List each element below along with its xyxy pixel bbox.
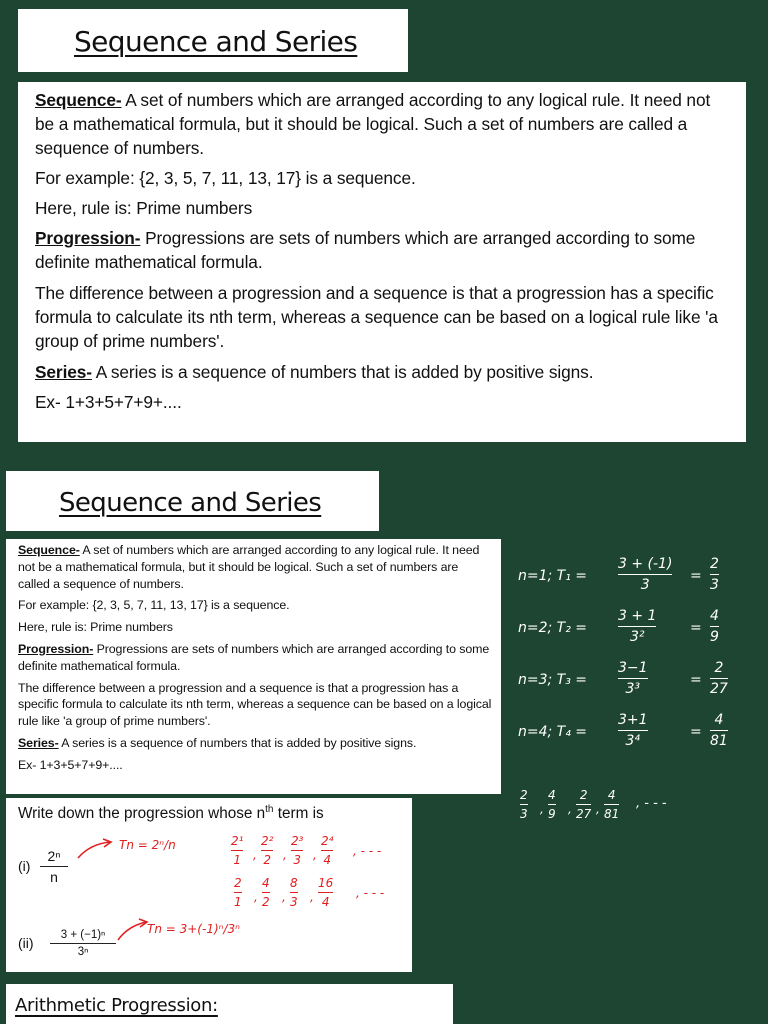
- difference-paragraph: The difference between a progression and a sequence is that a progression has a specific formula to calculate its nth term, whereas a sequence can be based on a logical rule like 'a group of prime numbers'.: [18, 680, 492, 729]
- fraction-bar: [262, 892, 270, 893]
- worked-step-lhs: n=1; T₁ =: [518, 568, 588, 584]
- fraction-bar: [290, 892, 298, 893]
- fraction-bar: [710, 574, 719, 575]
- part1-label: (i): [18, 858, 31, 874]
- fraction-bar: [576, 804, 591, 805]
- red-term: [318, 876, 333, 909]
- fraction-numerator: 2: [714, 660, 724, 676]
- fraction-denominator: 27: [710, 681, 728, 697]
- part1-numerator: 2ⁿ: [47, 848, 61, 864]
- fraction-denominator: 4: [321, 895, 330, 909]
- fraction-bar: [318, 892, 333, 893]
- worked-step-result: [710, 712, 728, 749]
- red-comma: ,: [254, 890, 258, 904]
- series-definition: [18, 735, 493, 752]
- worked-step-fraction: [618, 660, 648, 697]
- handwritten-solution: [518, 556, 758, 826]
- fraction-denominator: 81: [710, 733, 728, 749]
- part1-denominator: n: [50, 869, 58, 885]
- fraction-denominator: 3: [290, 895, 298, 909]
- worked-step-result: [710, 556, 719, 593]
- fraction-bar: [291, 850, 303, 851]
- fraction-bar: [604, 804, 619, 805]
- red-comma: ,: [310, 890, 314, 904]
- fraction-numerator: 3 + 1: [618, 608, 657, 624]
- problem-heading: [18, 804, 324, 823]
- red-term: [231, 834, 243, 867]
- fraction-denominator: 3³: [625, 681, 641, 697]
- series-text: A series is a sequence of numbers that is added by positive signs.: [58, 735, 417, 750]
- worked-step-fraction: [618, 608, 656, 645]
- fraction-numerator: 4: [607, 788, 616, 802]
- slide1-definitions: [18, 82, 746, 442]
- slide1-title: Sequence and Series: [74, 25, 358, 58]
- fraction-denominator: 1: [233, 853, 242, 867]
- fraction-denominator: 1: [234, 895, 242, 909]
- worked-step-fraction: [618, 556, 672, 593]
- slide2-definitions: [6, 539, 501, 794]
- part2-numerator: 3 + (−1)ⁿ: [60, 929, 106, 941]
- slide1-title-box: [18, 9, 408, 72]
- fraction-numerator: 4: [262, 876, 270, 890]
- fraction-bar: [710, 626, 719, 627]
- fraction-numerator: 4: [714, 712, 724, 728]
- fraction-bar: [520, 804, 528, 805]
- sequence-term: Sequence-: [35, 90, 122, 110]
- rule-line: Here, rule is: Prime numbers: [18, 620, 173, 635]
- worked-step-lhs: n=2; T₂ =: [518, 620, 588, 636]
- fraction-denominator: 81: [604, 807, 620, 821]
- fraction-bar: [618, 626, 656, 627]
- fraction-bar: [321, 850, 333, 851]
- fraction-denominator: 27: [576, 807, 592, 821]
- series-example: Ex- 1+3+5+7+9+....: [18, 757, 123, 772]
- sequence-definition: [35, 88, 732, 160]
- worked-step-lhs: n=3; T₃ =: [518, 672, 588, 688]
- slide2-title-box: [6, 471, 379, 531]
- red-ellipsis: , - - -: [353, 844, 382, 858]
- fraction-numerator: 3 + (-1): [618, 556, 673, 572]
- red-term: [291, 834, 303, 867]
- series-definition: [35, 360, 732, 384]
- red-term: [261, 834, 273, 867]
- part1-fraction: [40, 848, 68, 885]
- fraction-numerator: 2⁴: [321, 834, 334, 848]
- fraction-numerator: 2: [710, 556, 719, 572]
- fraction-numerator: 8: [290, 876, 298, 890]
- progression-term: Progression-: [35, 228, 141, 248]
- progression-text: Progressions are sets of numbers which are arranged according to some definite mathematical formula.: [18, 641, 490, 673]
- fraction-bar: [261, 850, 273, 851]
- fraction-numerator: 2: [234, 876, 242, 890]
- fraction-denominator: 3: [293, 853, 302, 867]
- series-term: Series-: [18, 735, 59, 750]
- problem-heading-suffix: term is: [273, 805, 324, 823]
- rule-line: Here, rule is: Prime numbers: [35, 198, 253, 218]
- red-terms-row-2: [234, 876, 414, 910]
- equals-sign: =: [690, 672, 702, 688]
- red-term: [290, 876, 298, 909]
- fraction-denominator: 3: [520, 807, 528, 821]
- sequence-comma: ,: [540, 802, 544, 816]
- fraction-numerator: 2²: [261, 834, 274, 848]
- sequence-ellipsis: , - - -: [636, 796, 667, 811]
- red-terms-row-1: [231, 834, 411, 868]
- red-term: [234, 876, 242, 909]
- red-comma: ,: [282, 890, 286, 904]
- red-comma: ,: [283, 848, 287, 862]
- fraction-denominator: 3²: [629, 629, 645, 645]
- fraction-bar: [710, 678, 728, 679]
- worked-step-result: [710, 660, 728, 697]
- fraction-numerator: 3−1: [618, 660, 648, 676]
- fraction-denominator: 4: [323, 853, 332, 867]
- sequence-term: [520, 788, 528, 821]
- problem-heading-prefix: Write down the progression whose n: [18, 805, 266, 823]
- fraction-denominator: 2: [262, 895, 270, 909]
- sequence-text: A set of numbers which are arranged according to any logical rule. It need not be a mathematical formula, but it should be logical. Such a set of numbers are called a sequence of numbers.: [18, 543, 480, 591]
- equals-sign: =: [690, 568, 702, 584]
- sequence-comma: ,: [596, 802, 600, 816]
- progression-text: Progressions are sets of numbers which are arranged according to some definite mathematical formula.: [35, 228, 696, 272]
- fraction-bar: [548, 804, 556, 805]
- fraction-denominator: 3: [640, 577, 650, 593]
- fraction-denominator: 3⁴: [625, 733, 641, 749]
- difference-paragraph: The difference between a progression and a sequence is that a progression has a specific formula to calculate its nth term, whereas a sequence can be based on a logical rule like 'a group of prime numbers'.: [35, 283, 718, 351]
- fraction-bar: [40, 866, 68, 867]
- fraction-bar: [618, 678, 648, 679]
- part2-denominator: 3ⁿ: [77, 946, 89, 958]
- fraction-denominator: 9: [710, 629, 719, 645]
- slide3-title: Arithmetic Progression:: [15, 995, 218, 1016]
- sequence-term: [604, 788, 619, 821]
- part2-label: (ii): [18, 935, 34, 951]
- fraction-numerator: 4: [710, 608, 719, 624]
- series-example: Ex- 1+3+5+7+9+....: [35, 392, 182, 412]
- progression-definition: [18, 641, 493, 675]
- sequence-comma: ,: [568, 802, 572, 816]
- fraction-bar: [618, 574, 672, 575]
- red-comma: ,: [253, 848, 257, 862]
- worked-step-lhs: n=4; T₄ =: [518, 724, 588, 740]
- worked-step-result: [710, 608, 719, 645]
- red-comma: ,: [313, 848, 317, 862]
- problem-box: [6, 798, 412, 972]
- fraction-bar: [231, 850, 243, 851]
- fraction-numerator: 16: [318, 876, 334, 890]
- sequence-term: Sequence-: [18, 543, 80, 557]
- sequence-term: [548, 788, 556, 821]
- fraction-numerator: 2: [579, 788, 588, 802]
- fraction-numerator: 4: [548, 788, 556, 802]
- fraction-bar: [710, 730, 728, 731]
- equals-sign: =: [690, 724, 702, 740]
- series-term: Series-: [35, 362, 92, 382]
- fraction-denominator: 2: [263, 853, 272, 867]
- sequence-definition: [18, 542, 493, 592]
- red-term: [321, 834, 333, 867]
- red-arrow-1: [76, 838, 116, 862]
- series-text: A series is a sequence of numbers that is added by positive signs.: [91, 362, 594, 382]
- red-formula-1: Tn = 2ⁿ/n: [119, 838, 176, 852]
- part2-fraction: [50, 929, 116, 958]
- slide2-title: Sequence and Series: [59, 488, 322, 518]
- problem-heading-sup: th: [265, 804, 274, 815]
- sequence-term: [576, 788, 591, 821]
- red-formula-2: Tn = 3+(-1)ⁿ/3ⁿ: [147, 922, 240, 936]
- fraction-numerator: 2³: [291, 834, 304, 848]
- fraction-bar: [618, 730, 648, 731]
- red-ellipsis: , - - -: [356, 886, 385, 900]
- fraction-numerator: 2¹: [231, 834, 244, 848]
- slide3-title-box: [6, 984, 453, 1024]
- fraction-bar: [234, 892, 242, 893]
- worked-step-fraction: [618, 712, 648, 749]
- fraction-bar: [50, 943, 116, 944]
- fraction-numerator: 3+1: [618, 712, 648, 728]
- example-line: For example: {2, 3, 5, 7, 11, 13, 17} is a sequence.: [35, 168, 416, 188]
- sequence-text: A set of numbers which are arranged according to any logical rule. It need not be a mathematical formula, but it should be logical. Such a set of numbers are called a sequence of numbers.: [35, 90, 711, 158]
- equals-sign: =: [690, 620, 702, 636]
- progression-definition: [35, 226, 732, 274]
- progression-term: Progression-: [18, 641, 94, 656]
- fraction-denominator: 9: [548, 807, 556, 821]
- red-term: [262, 876, 270, 909]
- example-line: For example: {2, 3, 5, 7, 11, 13, 17} is a sequence.: [18, 598, 290, 613]
- fraction-denominator: 3: [710, 577, 719, 593]
- fraction-numerator: 2: [520, 788, 528, 802]
